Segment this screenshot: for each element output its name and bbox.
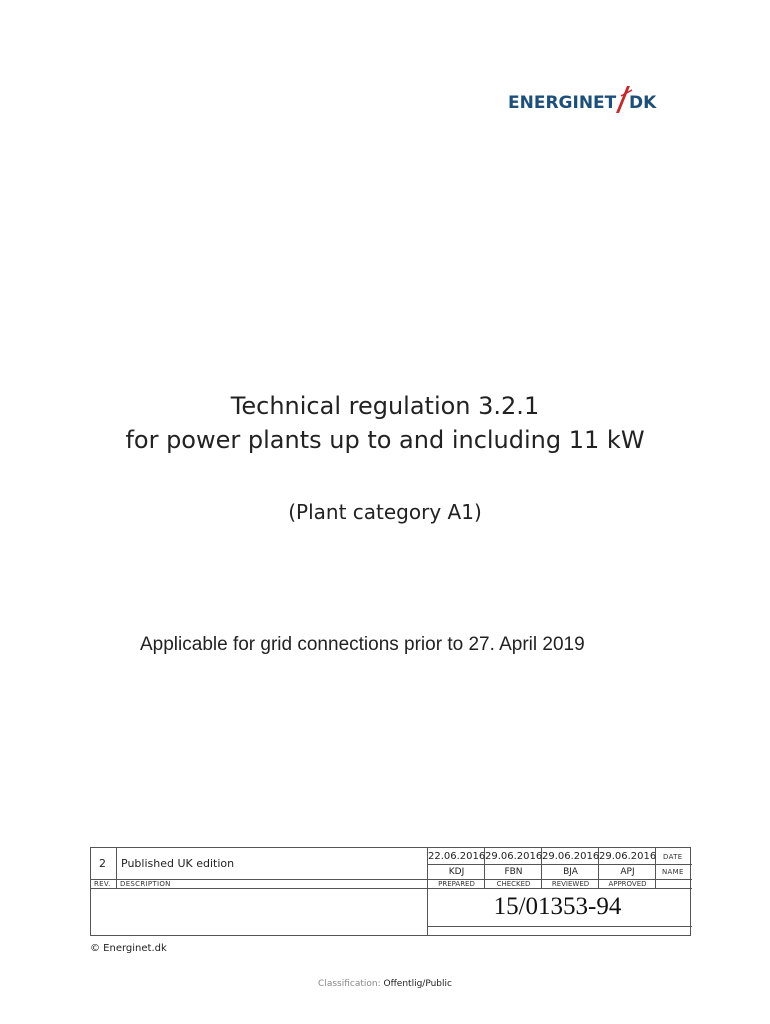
date-label: DATE — [663, 853, 683, 861]
date-prepared: 22.06.2016 — [428, 851, 486, 862]
name-prepared: KDJ — [448, 867, 465, 877]
revision-number: 2 — [99, 857, 106, 870]
applicability-note: Applicable for grid connections prior to 27. April 2019 — [140, 634, 585, 655]
date-reviewed: 29.06.2016 — [542, 851, 600, 862]
divider-label-row — [91, 888, 692, 889]
document-title-line-2: for power plants up to and including 11 kW — [125, 426, 645, 454]
divider-date-name — [427, 864, 692, 865]
divider-rev-col — [116, 848, 117, 888]
role-reviewed: REVIEWED — [551, 880, 590, 888]
document-title-line-1: Technical regulation 3.2.1 — [230, 392, 540, 420]
revision-description: Published UK edition — [121, 857, 235, 870]
logo-text-dk: DK — [629, 93, 657, 113]
document-number: 15/01353-94 — [493, 893, 622, 920]
name-reviewed: BJA — [563, 867, 578, 877]
logo-slash-mark — [616, 86, 630, 113]
classification-value: Offentlig/Public — [383, 979, 452, 989]
energinet-logo-graphic — [505, 80, 665, 120]
description-label: DESCRIPTION — [120, 880, 171, 888]
name-checked: FBN — [504, 867, 523, 877]
divider-docnum-bottom — [427, 926, 692, 927]
energinet-logo — [505, 80, 665, 120]
classification-label: Classification: — [318, 979, 381, 989]
date-approved: 29.06.2016 — [599, 851, 657, 862]
copyright-notice: © Energinet.dk — [90, 943, 167, 954]
logo-text-energinet: ENERGINET — [508, 93, 617, 113]
document-subtitle: (Plant category A1) — [288, 500, 482, 524]
revision-title-block — [90, 847, 691, 936]
name-approved: APJ — [620, 867, 635, 877]
role-checked: CHECKED — [496, 880, 531, 888]
classification-footer — [0, 979, 770, 989]
rev-label: REV. — [94, 880, 111, 888]
date-checked: 29.06.2016 — [485, 851, 543, 862]
role-prepared: PREPARED — [438, 880, 475, 888]
role-approved: APPROVED — [608, 880, 647, 888]
name-label: NAME — [662, 868, 684, 876]
